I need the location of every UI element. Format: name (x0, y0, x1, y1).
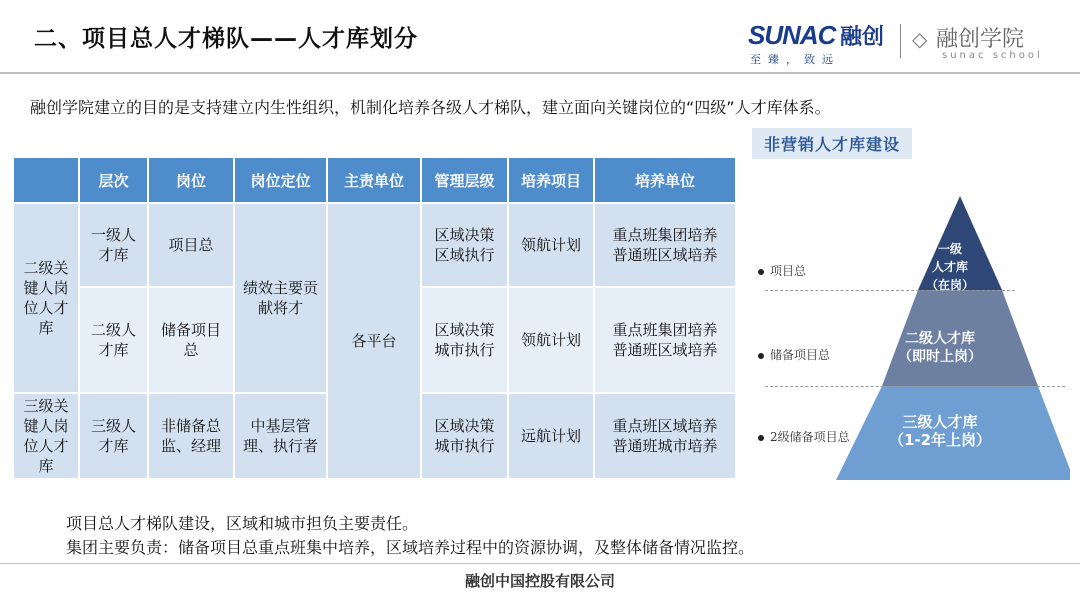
positioning-cell: 中基层管理、执行者 (234, 393, 327, 479)
level-cell: 一级人才库 (79, 203, 148, 287)
pyramid-divider (765, 386, 1065, 387)
school-name: 融创学院 (936, 27, 1025, 52)
tier-3-side-label: 2级储备项目总 (758, 428, 850, 445)
unit-cell: 重点班区域培养 普通班城市培养 (594, 393, 736, 479)
sunac-logo-cn: 融创 (840, 25, 885, 50)
mgmt-cell: 区域决策 城市执行 (421, 287, 508, 393)
bullet-icon (758, 353, 764, 359)
mgmt-cell: 区域决策 区域执行 (421, 203, 508, 287)
tier-2-side-label: 储备项目总 (758, 346, 830, 363)
post-cell: 项目总 (148, 203, 234, 287)
positioning-cell: 绩效主要贡献将才 (234, 203, 327, 393)
talent-table (12, 156, 737, 480)
program-cell: 远航计划 (508, 393, 594, 479)
table-header-row (13, 157, 736, 203)
school-icon: ◇ (912, 27, 928, 51)
owner-cell: 各平台 (327, 203, 421, 479)
note-line: 项目总人才梯队建设，区域和城市担负主要责任。 (66, 514, 419, 533)
brand-slogan: 至臻，致远 (750, 53, 840, 66)
table-header (13, 157, 79, 203)
unit-cell: 重点班集团培养 普通班区域培养 (594, 203, 736, 287)
table-header: 管理层级 (421, 157, 508, 203)
table-row (13, 203, 736, 287)
unit-cell: 重点班集团培养 普通班区域培养 (594, 287, 736, 393)
program-cell: 领航计划 (508, 203, 594, 287)
brand-logo (748, 18, 1068, 68)
table-header: 层次 (79, 157, 148, 203)
page-title: 二、项目总人才梯队——人才库划分 (34, 26, 418, 52)
program-cell: 领航计划 (508, 287, 594, 393)
table-header: 主责单位 (327, 157, 421, 203)
footer-company: 融创中国控股有限公司 (464, 572, 615, 590)
school-name-en: sunac school (942, 50, 1043, 61)
table-header: 岗位 (148, 157, 234, 203)
table-header: 培养单位 (594, 157, 736, 203)
tier-1-text: 一级 人才库 （在岗） (925, 242, 974, 292)
group-cell: 三级关键人岗位人才库 (13, 393, 79, 479)
intro-text: 融创学院建立的目的是支持建立内生性组织，机制化培养各级人才梯队，建立面向关键岗位的“四级”人才库体系。 (30, 98, 831, 117)
note-text (66, 512, 754, 560)
sunac-logo: SUNAC (748, 20, 836, 50)
school-logo (912, 22, 1024, 53)
table-header: 培养项目 (508, 157, 594, 203)
level-cell: 二级人才库 (79, 287, 148, 393)
title-divider (0, 72, 1080, 74)
tier-1-side-label: 项目总 (758, 262, 806, 279)
note-line: 集团主要负责：储备项目总重点班集中培养，区域培养过程中的资源协调，及整体储备情况监控。 (66, 538, 755, 557)
bullet-icon (758, 435, 764, 441)
bullet-icon (758, 269, 764, 275)
pyramid-label: 非营销人才库建设 (752, 128, 912, 159)
post-cell: 储备项目总 (148, 287, 234, 393)
table-header: 岗位定位 (234, 157, 327, 203)
post-cell: 非储备总监、经理 (148, 393, 234, 479)
group-cell: 二级关键人岗位人才库 (13, 203, 79, 393)
level-cell: 三级人才库 (79, 393, 148, 479)
footer-divider (0, 563, 1080, 564)
tier-3-text: 三级人才库 （1-2年上岗） (888, 413, 992, 449)
tier-2-text: 二级人才库 （即时上岗） (898, 331, 982, 365)
brand-divider (900, 24, 901, 58)
mgmt-cell: 区域决策 城市执行 (421, 393, 508, 479)
